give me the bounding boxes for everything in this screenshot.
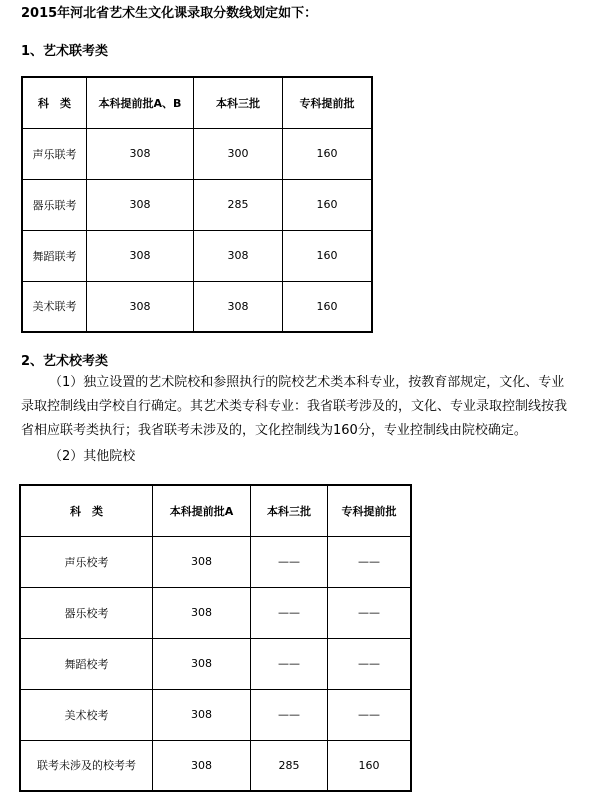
cell-undergrad-early: 308 — [87, 230, 194, 281]
header-undergrad-early: 本科提前批A — [153, 485, 251, 536]
row-category: 美术联考 — [22, 281, 87, 332]
section-1-heading: 1、艺术联考类 — [21, 44, 109, 59]
row-category: 联考未涉及的校考考 — [20, 740, 153, 791]
paragraph-2: （2）其他院校 — [49, 449, 136, 464]
table-row — [22, 281, 372, 332]
table-row — [22, 230, 372, 281]
cell-undergrad-early: 308 — [87, 128, 194, 179]
art-joint-exam-table — [21, 76, 373, 333]
table-row — [20, 689, 411, 740]
table-header-row — [22, 77, 372, 128]
header-college-early: 专科提前批 — [283, 77, 373, 128]
table-row — [20, 740, 411, 791]
cell-undergrad-early: 308 — [153, 689, 251, 740]
table-row — [20, 536, 411, 587]
cell-undergrad-early: 308 — [87, 179, 194, 230]
cell-undergrad-third: 308 — [194, 230, 283, 281]
cell-undergrad-early: 308 — [153, 587, 251, 638]
cell-college-early: 160 — [283, 128, 373, 179]
header-undergrad-early: 本科提前批A、B — [87, 77, 194, 128]
table-row — [20, 587, 411, 638]
cell-undergrad-early: 308 — [153, 638, 251, 689]
paragraph-1-line-3: 省相应联考类执行；我省联考未涉及的，文化控制线为160分，专业控制线由院校确定。 — [21, 423, 527, 438]
header-undergrad-third: 本科三批 — [251, 485, 328, 536]
cell-undergrad-third: —— — [251, 689, 328, 740]
table-header-row — [20, 485, 411, 536]
cell-undergrad-third: 300 — [194, 128, 283, 179]
cell-undergrad-third: —— — [251, 587, 328, 638]
cell-college-early: 160 — [283, 281, 373, 332]
row-category: 舞蹈联考 — [22, 230, 87, 281]
cell-college-early: 160 — [283, 230, 373, 281]
cell-college-early: —— — [328, 689, 412, 740]
row-category: 声乐校考 — [20, 536, 153, 587]
table-row — [20, 638, 411, 689]
cell-undergrad-third: 285 — [251, 740, 328, 791]
cell-undergrad-early: 308 — [153, 740, 251, 791]
table-row — [22, 128, 372, 179]
header-undergrad-third: 本科三批 — [194, 77, 283, 128]
header-category: 科 类 — [22, 77, 87, 128]
paragraph-1-line-1: （1）独立设置的艺术院校和参照执行的院校艺术类本科专业，按教育部规定，文化、专业 — [49, 375, 565, 390]
cell-college-early: 160 — [328, 740, 412, 791]
cell-college-early: —— — [328, 536, 412, 587]
cell-undergrad-third: —— — [251, 536, 328, 587]
art-school-exam-table — [19, 484, 412, 792]
section-2-heading: 2、艺术校考类 — [21, 354, 109, 369]
page-title: 2015年河北省艺术生文化课录取分数线划定如下： — [21, 6, 318, 21]
paragraph-1-line-2: 录取控制线由学校自行确定。其艺术类专科专业：我省联考涉及的，文化、专业录取控制线按我 — [21, 399, 568, 414]
cell-college-early: —— — [328, 587, 412, 638]
row-category: 舞蹈校考 — [20, 638, 153, 689]
cell-college-early: 160 — [283, 179, 373, 230]
row-category: 器乐校考 — [20, 587, 153, 638]
row-category: 声乐联考 — [22, 128, 87, 179]
header-category: 科 类 — [20, 485, 153, 536]
header-college-early: 专科提前批 — [328, 485, 412, 536]
cell-undergrad-early: 308 — [87, 281, 194, 332]
cell-undergrad-early: 308 — [153, 536, 251, 587]
cell-undergrad-third: —— — [251, 638, 328, 689]
cell-college-early: —— — [328, 638, 412, 689]
row-category: 器乐联考 — [22, 179, 87, 230]
cell-undergrad-third: 285 — [194, 179, 283, 230]
row-category: 美术校考 — [20, 689, 153, 740]
cell-undergrad-third: 308 — [194, 281, 283, 332]
table-row — [22, 179, 372, 230]
